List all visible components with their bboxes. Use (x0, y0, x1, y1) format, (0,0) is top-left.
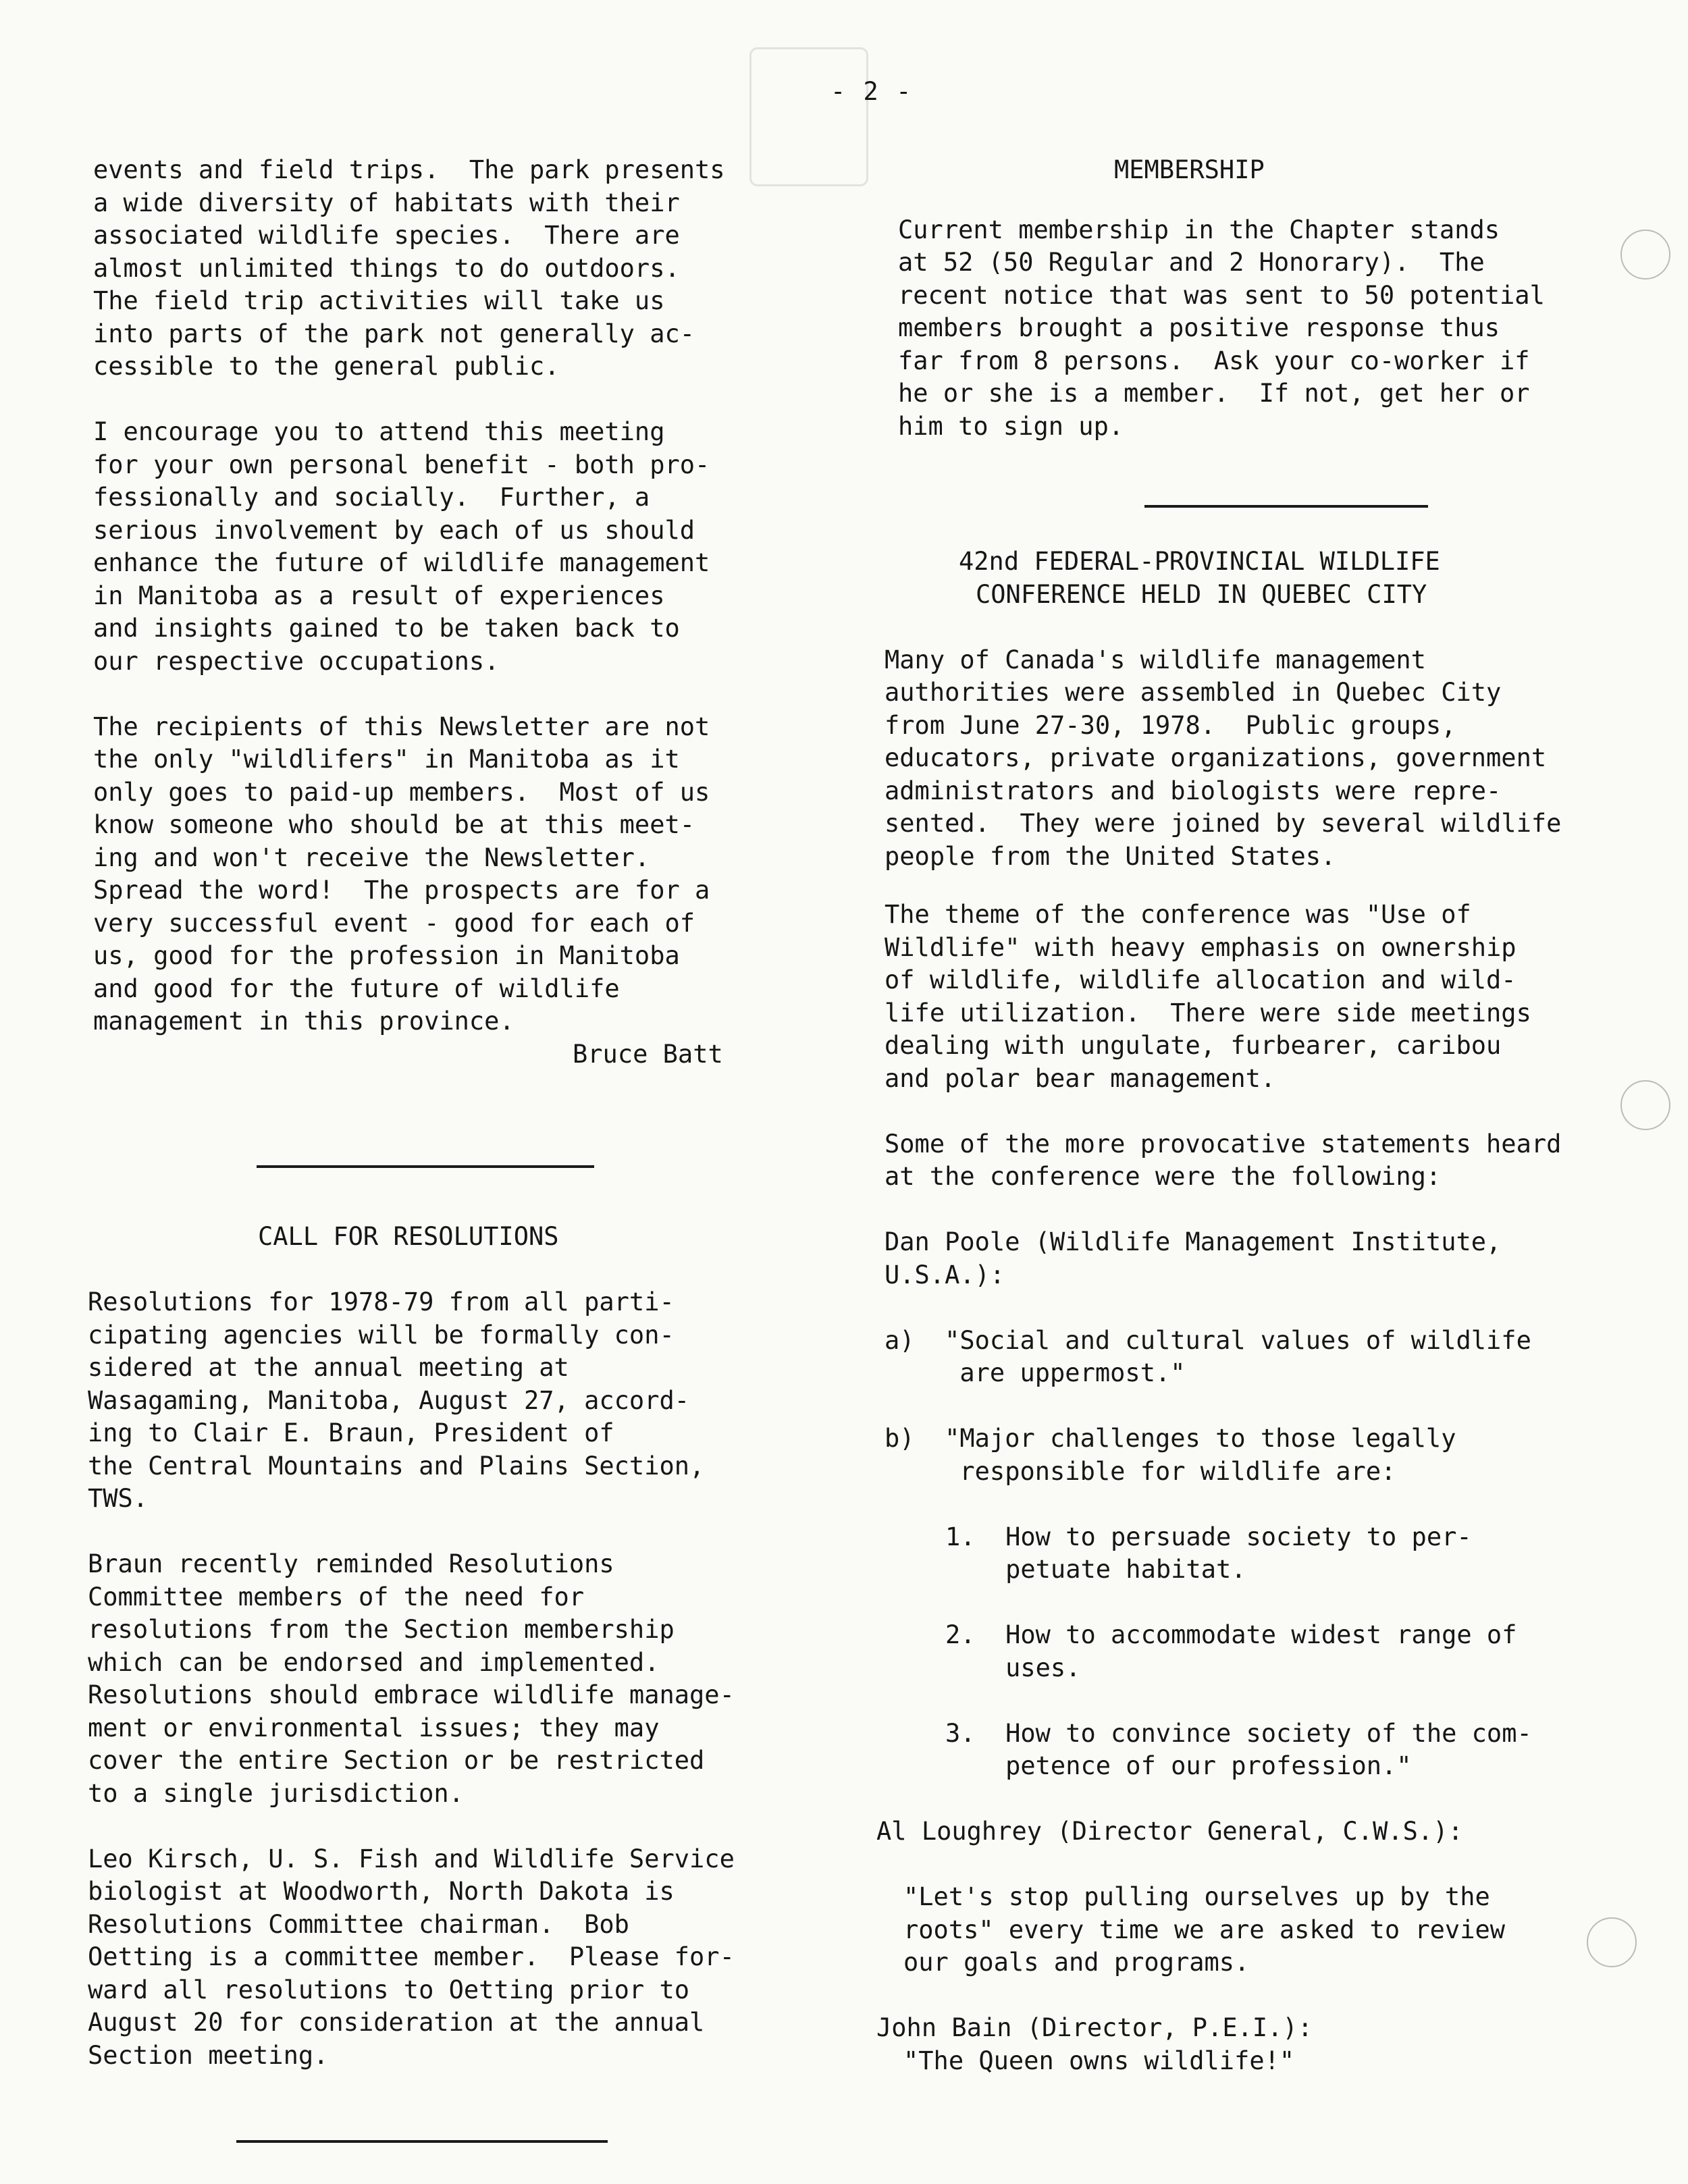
section-divider-right (1144, 505, 1428, 508)
challenge-item-1 (945, 1521, 1654, 1587)
text-line: petuate habitat. (945, 1555, 1246, 1584)
text-line: life utilization. There were side meetings (885, 998, 1531, 1028)
left-column (93, 154, 809, 1071)
text-line: The field trip activities will take us (93, 286, 665, 315)
text-line: Wasagaming, Manitoba, August 27, accord- (88, 1385, 690, 1415)
text-line: him to sign up. (898, 411, 1124, 441)
text-line: petence of our profession." (945, 1751, 1412, 1780)
text-line: authorities were assembled in Quebec City (885, 678, 1502, 707)
text-line: almost unlimited things to do outdoors. (93, 253, 680, 283)
text-line: Resolutions for 1978-79 from all parti- (88, 1287, 675, 1316)
text-line: of wildlife, wildlife allocation and wild- (885, 965, 1516, 994)
conference-paragraph-1 (885, 644, 1654, 874)
text-line: administrators and biologists were repre- (885, 776, 1502, 805)
challenge-item-3 (945, 1717, 1654, 1783)
resolutions-paragraph-3 (88, 1843, 817, 2073)
text-line: events and field trips. The park presents (93, 155, 725, 184)
text-line: resolutions from the Section membership (88, 1615, 675, 1644)
section-divider-bottom (236, 2140, 608, 2143)
text-line: The recipients of this Newsletter are not (93, 712, 710, 741)
text-line: educators, private organizations, government (885, 743, 1547, 772)
text-line: Braun recently reminded Resolutions (88, 1549, 614, 1578)
text-line: serious involvement by each of us should (93, 515, 695, 545)
text-line: the only "wildlifers" in Manitoba as it (93, 745, 680, 774)
text-line: sented. They were joined by several wildlife (885, 809, 1562, 838)
loughrey-quote (903, 1881, 1654, 1979)
text-line: Many of Canada's wildlife management (885, 645, 1426, 674)
text-line: Section meeting. (88, 2040, 329, 2070)
text-line: in Manitoba as a result of experiences (93, 581, 665, 610)
text-line: responsible for wildlife are: (885, 1456, 1396, 1486)
text-line: cover the entire Section or be restricted (88, 1746, 705, 1775)
text-line: The theme of the conference was "Use of (885, 900, 1471, 929)
text-line: dealing with ungulate, furbearer, caribou (885, 1031, 1502, 1060)
text-line: ment or environmental issues; they may (88, 1713, 660, 1742)
text-line: biologist at Woodworth, North Dakota is (88, 1877, 675, 1906)
text-line: Current membership in the Chapter stands (898, 215, 1500, 244)
conference-heading-line-1: 42nd FEDERAL-PROVINCIAL WILDLIFE (959, 547, 1440, 576)
challenge-item-2 (945, 1619, 1654, 1684)
conference-section (876, 545, 1654, 2077)
text-line: Resolutions should embrace wildlife manage- (88, 1680, 735, 1709)
text-line: Resolutions Committee chairman. Bob (88, 1909, 629, 1939)
right-column (885, 154, 1654, 443)
poole-attribution (885, 1226, 1654, 1291)
text-line: Oetting is a committee member. Please for- (88, 1942, 735, 1971)
text-line: members brought a positive response thus (898, 313, 1500, 342)
text-line: he or she is a member. If not, get her or (898, 379, 1530, 408)
text-line: us, good for the profession in Manitoba (93, 941, 680, 970)
text-line: 3. How to convince society of the com- (945, 1718, 1532, 1748)
text-line: our goals and programs. (903, 1948, 1250, 1977)
text-line: only goes to paid-up members. Most of us (93, 777, 710, 807)
text-line: at 52 (50 Regular and 2 Honorary). The (898, 248, 1485, 277)
text-line: fessionally and socially. Further, a (93, 483, 650, 512)
membership-paragraph (885, 214, 1654, 444)
text-line: for your own personal benefit - both pro- (93, 450, 710, 479)
text-line: ing and won't receive the Newsletter. (93, 843, 650, 872)
text-line: know someone who should be at this meet- (93, 810, 695, 839)
resolutions-paragraph-1 (88, 1286, 817, 1516)
text-line: cessible to the general public. (93, 352, 560, 381)
resolutions-heading: CALL FOR RESOLUTIONS (258, 1222, 559, 1251)
loughrey-attribution: Al Loughrey (Director General, C.W.S.): (876, 1817, 1463, 1846)
text-line: ward all resolutions to Oetting prior to (88, 1975, 690, 2004)
text-line: TWS. (88, 1484, 149, 1513)
text-line: our respective occupations. (93, 646, 500, 676)
bain-attribution: John Bain (Director, P.E.I.): (876, 2013, 1313, 2042)
text-line: Wildlife" with heavy emphasis on ownership (885, 932, 1516, 962)
text-line: 1. How to persuade society to per- (945, 1522, 1472, 1551)
text-line: are uppermost." (885, 1358, 1186, 1387)
text-line: the Central Mountains and Plains Section, (88, 1451, 705, 1481)
text-line: management in this province. (93, 1007, 515, 1036)
text-line: Some of the more provocative statements heard (885, 1129, 1562, 1158)
text-line: sidered at the annual meeting at (88, 1353, 569, 1382)
text-line: August 20 for consideration at the annual (88, 2008, 705, 2037)
text-line: Committee members of the need for (88, 1582, 585, 1612)
resolutions-section (88, 1221, 817, 2072)
signature: Bruce Batt (573, 1039, 723, 1069)
text-line: "Let's stop pulling ourselves up by the (903, 1882, 1490, 1911)
conference-paragraph-2 (885, 899, 1654, 1095)
text-line: at the conference were the following: (885, 1162, 1442, 1191)
encourage-paragraph (93, 416, 809, 678)
text-line: uses. (945, 1653, 1081, 1682)
page-number: - 2 - (830, 77, 913, 106)
text-line: and good for the future of wildlife (93, 974, 620, 1003)
intro-paragraph (93, 154, 809, 383)
text-line: from June 27-30, 1978. Public groups, (885, 710, 1456, 740)
text-line: people from the United States. (885, 841, 1336, 871)
resolutions-paragraph-2 (88, 1548, 817, 1810)
section-divider (257, 1165, 594, 1168)
membership-heading: MEMBERSHIP (1114, 155, 1265, 184)
text-line: ing to Clair E. Braun, President of (88, 1418, 614, 1447)
text-line: b) "Major challenges to those legally (885, 1424, 1456, 1453)
text-line: a wide diversity of habitats with their (93, 188, 680, 217)
text-line: Leo Kirsch, U. S. Fish and Wildlife Service (88, 1844, 735, 1873)
text-line: which can be endorsed and implemented. (88, 1647, 660, 1677)
text-line: associated wildlife species. There are (93, 221, 680, 250)
text-line: recent notice that was sent to 50 potential (898, 280, 1545, 310)
text-line: enhance the future of wildlife management (93, 548, 710, 577)
text-line: Dan Poole (Wildlife Management Institute, (885, 1227, 1502, 1256)
bain-quote: "The Queen owns wildlife!" (903, 2046, 1295, 2075)
text-line: roots" every time we are asked to review (903, 1915, 1506, 1944)
text-line: to a single jurisdiction. (88, 1778, 464, 1808)
text-line: I encourage you to attend this meeting (93, 417, 665, 446)
text-line: a) "Social and cultural values of wildlife (885, 1325, 1531, 1355)
text-line: U.S.A.): (885, 1260, 1005, 1289)
conference-paragraph-3 (885, 1128, 1654, 1194)
quote-item-b (885, 1422, 1654, 1488)
conference-heading-line-2: CONFERENCE HELD IN QUEBEC CITY (976, 579, 1427, 609)
text-line: very successful event - good for each of (93, 908, 695, 938)
recipients-paragraph (93, 711, 809, 1038)
text-line: 2. How to accommodate widest range of (945, 1620, 1517, 1649)
text-line: cipating agencies will be formally con- (88, 1320, 675, 1350)
quote-item-a (885, 1325, 1654, 1390)
text-line: into parts of the park not generally ac- (93, 319, 695, 348)
text-line: Spread the word! The prospects are for a (93, 876, 710, 905)
text-line: and insights gained to be taken back to (93, 614, 680, 643)
text-line: far from 8 persons. Ask your co-worker if (898, 346, 1530, 375)
text-line: and polar bear management. (885, 1063, 1276, 1093)
